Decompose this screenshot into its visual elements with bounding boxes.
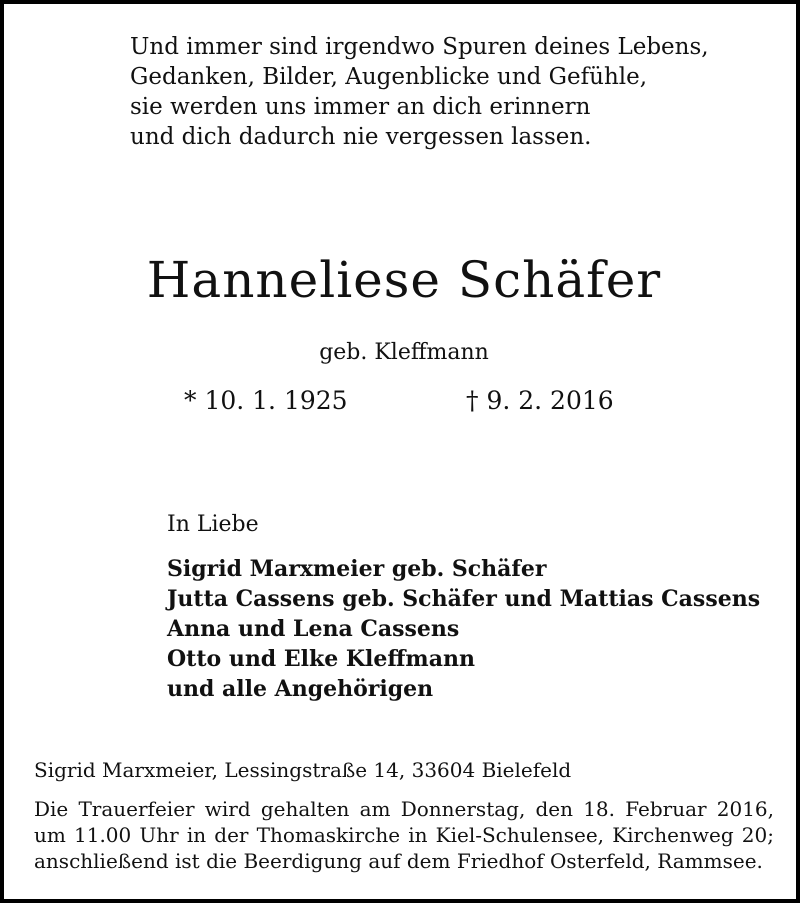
death-date: † 9. 2. 2016 — [466, 386, 614, 415]
maiden-name: geb. Kleffmann — [319, 340, 489, 365]
verse-line: Gedanken, Bilder, Augenblicke und Gefühle, — [130, 64, 648, 90]
contact-address: Sigrid Marxmeier, Lessingstraße 14, 33604 Bielefeld — [34, 758, 572, 782]
funeral-line: um 11.00 Uhr in der Thomaskirche in Kiel-Schulensee, Kirchenweg 20; — [34, 823, 774, 847]
closing-phrase: In Liebe — [167, 512, 259, 537]
obituary-notice — [4, 4, 796, 899]
deceased-name: Hanneliese Schäfer — [146, 251, 662, 309]
funeral-details — [34, 796, 774, 874]
mourners-list — [167, 554, 760, 704]
verse-line: sie werden uns immer an dich erinnern — [130, 94, 591, 120]
mourner-line: Sigrid Marxmeier geb. Schäfer — [167, 556, 547, 582]
mourner-line: Jutta Cassens geb. Schäfer und Mattias Cassens — [167, 586, 761, 612]
birth-date: * 10. 1. 1925 — [184, 386, 348, 415]
mourner-line: Otto und Elke Kleffmann — [167, 646, 475, 672]
mourner-line: Anna und Lena Cassens — [167, 616, 460, 642]
mourner-line: und alle Angehörigen — [167, 676, 434, 702]
verse-line: und dich dadurch nie vergessen lassen. — [130, 124, 592, 150]
memorial-verse — [130, 32, 709, 152]
funeral-line: anschließend ist die Beerdigung auf dem Friedhof Osterfeld, Rammsee. — [34, 849, 763, 873]
verse-line: Und immer sind irgendwo Spuren deines Lebens, — [130, 34, 709, 60]
funeral-line: Die Trauerfeier wird gehalten am Donnerstag, den 18. Februar 2016, — [34, 797, 774, 821]
